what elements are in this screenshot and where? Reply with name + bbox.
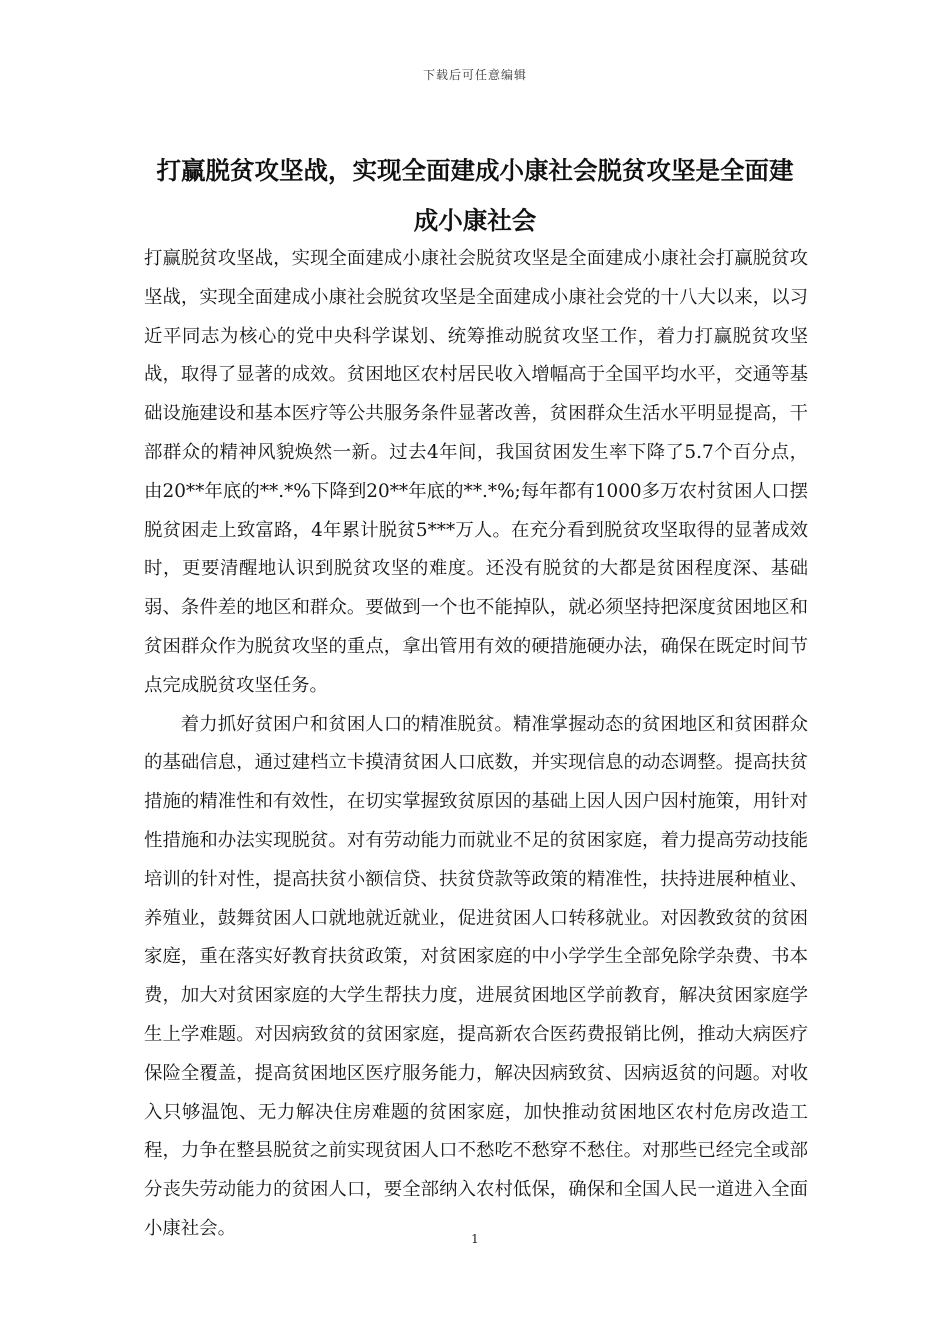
- page-title: 打赢脱贫攻坚战，实现全面建成小康社会脱贫攻坚是全面建成小康社会: [156, 156, 794, 235]
- document-body: [144, 240, 808, 1249]
- paragraph: 打赢脱贫攻坚战，实现全面建成小康社会脱贫攻坚是全面建成小康社会打赢脱贫攻坚战，实现全面建成小康社会脱贫攻坚是全面建成小康社会党的十八大以来，以习近平同志为核心的党中央科学谋划、统筹推动脱贫攻坚工作，着力打赢脱贫攻坚战，取得了显著的成效。贫困地区农村居民收入增幅高于全国平均水平，交通等基础设施建设和基本医疗等公共服务条件显著改善，贫困群众生活水平明显提高，干部群众的精神风貌焕然一新。过去4年间，我国贫困发生率下降了5.7个百分点，由20**年底的**.*%下降到20**年底的**.*%;每年都有1000多万农村贫困人口摆脱贫困走上致富路，4年累计脱贫5***万人。在充分看到脱贫攻坚取得的显著成效时，更要清醒地认识到脱贫攻坚的难度。还没有脱贫的大都是贫困程度深、基础弱、条件差的地区和群众。要做到一个也不能掉队，就必须坚持把深度贫困地区和贫困群众作为脱贫攻坚的重点，拿出管用有效的硬措施硬办法，确保在既定时间节点完成脱贫攻坚任务。: [144, 248, 808, 696]
- paragraph: 着力抓好贫困户和贫困人口的精准脱贫。精准掌握动态的贫困地区和贫困群众的基础信息，通过建档立卡摸清贫困人口底数，并实现信息的动态调整。提高扶贫措施的精准性和有效性，在切实掌握致贫原因的基础上因人因户因村施策，用针对性措施和办法实现脱贫。对有劳动能力而就业不足的贫困家庭，着力提高劳动技能培训的针对性，提高扶贫小额信贷、扶贫贷款等政策的精准性，扶持进展种植业、养殖业，鼓舞贫困人口就地就近就业，促进贫困人口转移就业。对因教致贫的贫困家庭，重在落实好教育扶贫政策，对贫困家庭的中小学学生全部免除学杂费、书本费，加大对贫困家庭的大学生帮扶力度，进展贫困地区学前教育，解决贫困家庭学生上学难题。对因病致贫的贫困家庭，提高新农合医药费报销比例，推动大病医疗保险全覆盖，提高贫困地区医疗服务能力，解决因病致贫、因病返贫的问题。对收入只够温饱、无力解决住房难题的贫困家庭，加快推动贫困地区农村危房改造工程，力争在整县脱贫之前实现贫困人口不愁吃不愁穿不愁住。对那些已经完全或部分丧失劳动能力的贫困人口，要全部纳入农村低保，确保和全国人民一道进入全面小康社会。: [144, 713, 808, 1239]
- header-note: 下载后可任意编辑: [422, 68, 527, 82]
- page-number: 1: [471, 1232, 479, 1246]
